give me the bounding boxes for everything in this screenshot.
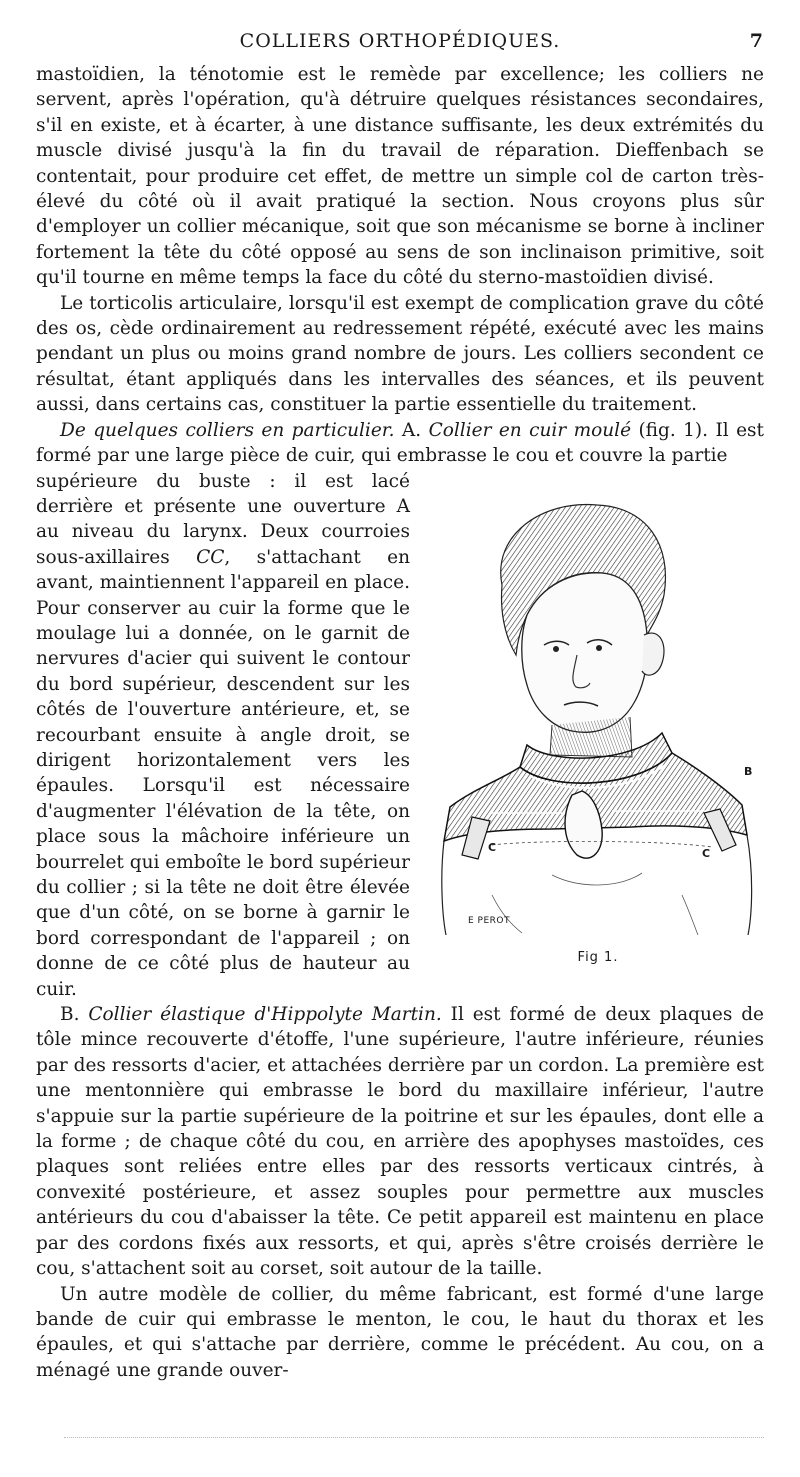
paragraph-3-intro <box>36 418 764 469</box>
figure-label-c-right: C <box>702 846 711 860</box>
item-b-title: Collier élastique d'Hippolyte Martin. <box>88 1004 442 1026</box>
figure-caption: Fig 1. <box>577 949 619 965</box>
paragraph-2: Le torticolis articulaire, lorsqu'il est exempt de complication grave du côté des os, cède ordinairement au redressement répété, exécuté avec les mains pendant un plus ou moins grand nombre de jours. Les colliers secondent ce résultat, étant appliqués dans les intervalles des séances, et ils peuvent aussi, dans certains cas, constituer la partie essentielle du traitement. <box>36 292 764 416</box>
item-a-label: A. <box>401 419 422 441</box>
figure-reference: (fig. 1). <box>638 419 709 441</box>
figure-label-b: B <box>744 764 753 778</box>
running-head <box>36 30 764 56</box>
figure-1 <box>432 473 764 973</box>
straps-label: CC <box>196 546 225 568</box>
paragraph-5: Un autre modèle de collier, du même fabricant, est formé d'une large bande de cuir qui embrasse le menton, le cou, le haut du thorax et les épaules, et qui s'attache par derrière, comme le précédent. Au cou, on a ménagé une grande ouver- <box>36 1283 764 1381</box>
paragraph-4 <box>36 1002 764 1281</box>
running-title: COLLIERS ORTHOPÉDIQUES. <box>239 30 561 52</box>
paragraph-3-text-cont: , s'attachant en avant, maintiennent l'appareil en place. Pour conserver au cuir la forme que le moulage lui a donnée, on le garnit de nervures d'acier qui suivent le contour du bord supérieur, descendent sur les côtés de l'ouverture antérieure, et, se recourbant ensuite à angle droit, se dirigent horizontalement vers les épaules. Lorsqu'il est nécessaire d'augmenter l'élévation de la tête, on place sous la mâchoire inférieure un bourrelet qui emboîte le bord supérieur du collier ; si la tête ne doit être élevée que d'un côté, on se borne à garnir le bord correspondant de l'appareil ; on donne de ce côté plus de hauteur au cuir. <box>36 546 411 1000</box>
collar-engraving <box>432 495 764 935</box>
item-b-label: B. <box>60 1004 80 1026</box>
section-heading: De quelques colliers en particulier. <box>60 419 395 441</box>
footer-rule <box>64 1437 764 1438</box>
figure-label-c-left: C <box>488 840 497 854</box>
paragraph-1: mastoïdien, la ténotomie est le remède par excellence; les colliers ne servent, après l'opération, qu'à détruire quelques résistances secondaires, s'il en existe, et à écarter, à une distance suffisante, les deux extrémités du muscle divisé jusqu'à la fin du travail de réparation. Dieffenbach se contentait, pour produire cet effet, de mettre un simple col de carton très-élevé du côté où il avait pratiqué la section. Nous croyons plus sûr d'employer un collier mécanique, soit que son mécanisme se borne à incliner fortement la tête du côté opposé au sens de son inclinaison primitive, soit qu'il tourne en même temps la face du côté du sterno-mastoïdien divisé. <box>36 64 764 289</box>
paragraph-3-text: supérieure du buste : il est lacé derrière et présente une ouverture A au niveau du larynx. Deux courroies sous-axillaires <box>36 470 410 568</box>
paragraph-3-line1: Il est formé par une large pièce de cuir, qui embrasse le cou et couvre la partie <box>36 419 764 467</box>
body-text <box>36 62 764 1383</box>
page-number: 7 <box>749 30 764 52</box>
engraver-signature: E PEROT <box>468 915 510 926</box>
item-a-title: Collier en cuir moulé <box>428 419 632 441</box>
paragraph-4-text: Il est formé de deux plaques de tôle mince recouverte d'étoffe, l'une supérieure, l'autre inférieure, réunies par des ressorts d'acier, et attachées derrière par un cordon. La première est une mentonnière qui embrasse le bord du maxillaire inférieur, l'autre s'appuie sur la partie supérieure de la poitrine et sur les épaules, dont elle a la forme ; de chaque côté du cou, en arrière des apophyses mastoïdes, ces plaques sont reliées entre elles par des ressorts verticaux cintrés, à convexité postérieure, et assez souples pour permettre aux muscles antérieurs du cou d'abaisser la tête. Ce petit appareil est maintenu en place par des cordons fixés aux ressorts, et qui, après s'être croisés derrière le cou, s'attachent soit au corset, soit autour de la taille. <box>36 1004 764 1280</box>
